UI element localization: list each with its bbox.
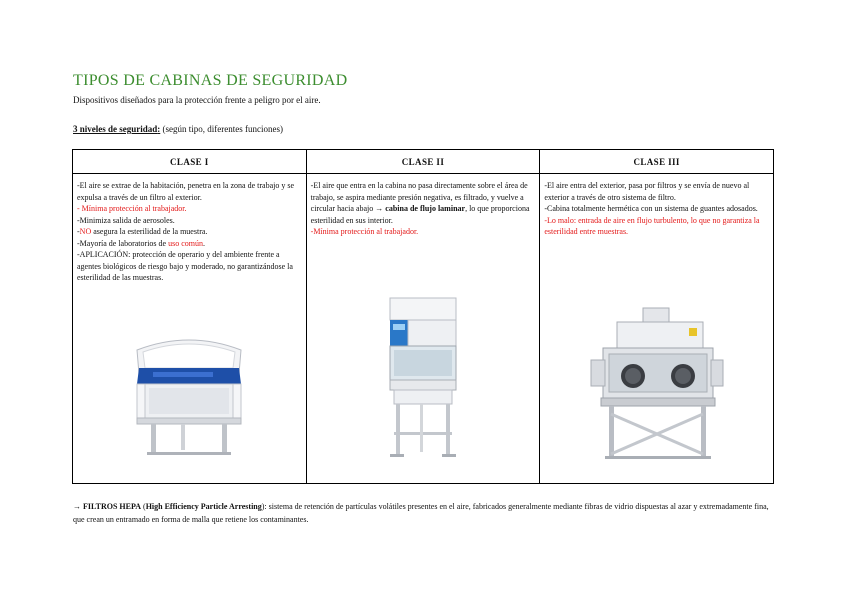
- levels-colon: :: [157, 124, 161, 134]
- cabinet-classes-table: [72, 149, 774, 484]
- clase-1-p4: -NO asegura la esterilidad de la muestra.: [77, 227, 208, 236]
- cell-clase-1: [73, 174, 307, 484]
- clase-2-p1: -El aire que entra en la cabina no pasa directamente sobre el área de trabajo, se aspira mediante presión negativa, es filtrado, y vuelve a circular hacia abajo → cabina de flujo laminar, lo que proporciona esterilidad en sus interior.: [310, 181, 530, 225]
- clase-3-p3: -Lo malo: entrada de aire en flujo turbulento, lo que no garantiza la esterilidad entre muestras.: [544, 215, 760, 236]
- clase-3-p1: -El aire entra del exterior, pasa por filtros y se envía de nuevo al exterior a través de otro sistema de filtro.: [544, 181, 750, 202]
- clase-3-text: [540, 174, 773, 238]
- hepa-description: ): sistema de retención de partículas volátiles presentes en el aire, fabricados generalmente mediante fibras de vidrio dispuestas al azar y extremadamente fina, que crean un entramado en forma de malla que retiene los contaminantes.: [73, 502, 769, 524]
- clase-2-p2: -Mínima protección al trabajador.: [310, 227, 419, 236]
- table-header-row: [73, 150, 774, 174]
- clase-1-p6: -APLICACIÓN: protección de operario y del ambiente frente a agentes biológicos de riesgo bajo y moderado, no garantizándose la esterilidad de las muestras.: [77, 250, 293, 282]
- class-3-cabinet-illustration: [540, 304, 773, 464]
- header-clase-1: CLASE I: [73, 150, 307, 174]
- hepa-label: → FILTROS HEPA: [73, 502, 142, 511]
- cell-clase-3: [540, 174, 774, 484]
- class-2-cabinet-illustration: [307, 294, 540, 464]
- class-1-cabinet-illustration: [73, 332, 306, 460]
- levels-note: (según tipo, diferentes funciones): [160, 124, 283, 134]
- clase-1-text: [73, 174, 306, 284]
- clase-1-p2: - Mínima protección al trabajador.: [77, 204, 187, 213]
- page-title: TIPOS DE CABINAS DE SEGURIDAD: [73, 72, 348, 89]
- table-row: [73, 174, 774, 484]
- levels-label: 3 niveles de seguridad: [73, 124, 158, 134]
- cell-clase-2: [306, 174, 540, 484]
- clase-3-p2: -Cabina totalmente hermética con un sistema de guantes adosados.: [544, 204, 758, 213]
- hepa-full-name: High Efficiency Particle Arresting: [145, 502, 262, 511]
- clase-1-p5: -Mayoría de laboratorios de uso común.: [77, 238, 205, 248]
- header-clase-2: CLASE II: [306, 150, 540, 174]
- levels-line: [73, 124, 283, 134]
- clase-1-p3: -Minimiza salida de aerosoles.: [77, 215, 175, 225]
- page-subtitle: Dispositivos diseñados para la protección frente a peligro por el aire.: [73, 95, 321, 105]
- header-clase-3: CLASE III: [540, 150, 774, 174]
- clase-1-p1: -El aire se extrae de la habitación, penetra en la zona de trabajo y se expulsa a través de un filtro al exterior.: [77, 181, 294, 202]
- hepa-footnote: → FILTROS HEPA (High Efficiency Particle Arresting): sistema de retención de partículas volátiles presentes en el aire, fabricados generalmente mediante fibras de vidrio dispuestas al azar y extremadamente fina, que crean un entramado en forma de malla que retiene los contaminantes.: [73, 502, 769, 524]
- clase-2-text: [307, 174, 540, 238]
